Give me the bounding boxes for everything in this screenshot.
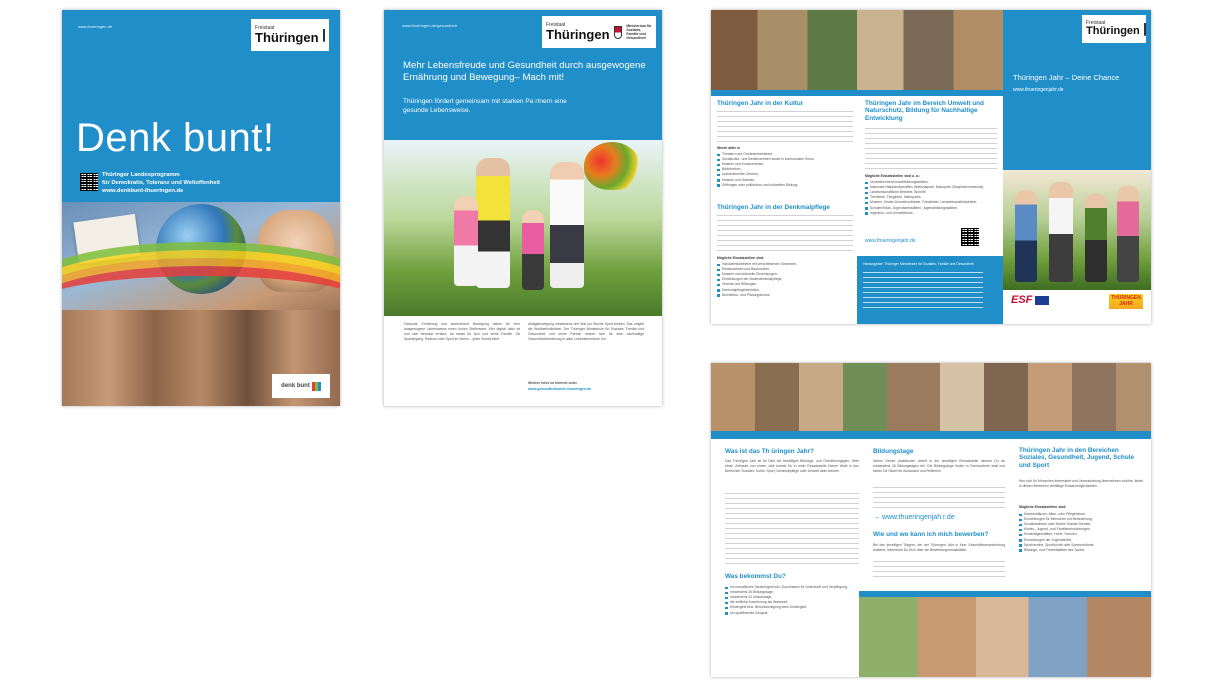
thueringen-logo: Freistaat Thüringen [251, 19, 329, 51]
runner-girl-1 [454, 196, 478, 286]
social-section-title: Thüringen Jahr in den Bereichen Soziales, Gesundheit, Jugend, Schule und Sport [1019, 447, 1135, 469]
poster-photo-collage [62, 202, 340, 406]
runner-mom [550, 162, 584, 288]
section-umwelt-title: Thüringen Jahr im Bereich Umwelt und Naturschutz, Bildung für Nachhaltige Entwicklung [865, 100, 984, 122]
thueringen-logo: Freistaat Thüringen Ministerium für Soziales, Familie und Gesundheit [542, 16, 656, 48]
runner-girl-2 [522, 210, 544, 290]
brochure-thueringen-jahr-inside [711, 363, 1151, 677]
poster-subtitle-2: für Demokratie, Toleranz und Weltoffenheit [102, 179, 220, 186]
benefits-list: ein monatliches Taschengeld inkl. Zuschüssen für Unterkunft und Verpflegung, mindestens 26 Bildungstage, mindestens 24 Urlaubstage, die zeitliche Anrechnung als Wartezeit, Kindergeld bzw. Berücksichtigung beim Kindergeld, ein qualifiziertes Zeugnis. [725, 585, 859, 616]
what-is-more-text [725, 493, 859, 567]
coat-of-arms-icon [1144, 23, 1146, 36]
esf-logo: ESF [1011, 294, 1049, 306]
section-denkmal-list: Handwerksbetriebe mit verschiedenen Gewerken, Restauratoren und Bauforscher, Museen und kulturelle Einrichtungen, Einrichtungen der Bodendenkmalpflege, Vereine und Stiftungen, Denkmalpflegebehörden, Architektur- und Planungsbüros. [717, 262, 853, 298]
social-section-label: Mögliche Einsatzstellen sind: [1019, 505, 1067, 509]
poster-subtitle-1: Thüringer Landesprogramm [102, 172, 180, 178]
brochure-thueringen-jahr-outside [711, 10, 1151, 324]
section-umwelt-list: Umweltzentren/Umweltbildungsstätten, Nationale Naturlandschaften (Nationalpark, Naturpark, Biosphärenreservat), Landwirtschaftliche Betriebe, Biohöfe, Tierheime, Tiergärten, Naturparks, Museen, Kinder-Umweltverbände, Forstämter, Landwirtschaftsbetriebe, Schulen/Kitas, Jugendwerkstätten, Jugendbildungsstätten, Ingenieur- und Umweltbüros. [865, 180, 997, 216]
eu-flag-icon [1035, 296, 1049, 305]
runner-dad [476, 158, 510, 288]
apply-more-text [873, 561, 1005, 579]
what-is-title: Was ist das Th üringen Jahr? [725, 448, 814, 455]
section-denkmal-text [717, 215, 853, 253]
qr-code-icon [80, 173, 98, 191]
brochure-cover-title: Thüringen Jahr – Deine Chance [1013, 73, 1120, 82]
denk-bunt-logo: denk bunt [272, 374, 330, 398]
thueringen-jahr-logo: THÜRINGEN JAHR [1109, 294, 1143, 309]
coat-of-arms-icon [323, 29, 325, 42]
benefits-title: Was bekommst Du? [725, 573, 786, 580]
section-umwelt-url[interactable]: www.thueringenjahr.de [865, 238, 916, 244]
flyer-headline: Mehr Lebensfreude und Gesundheit durch ausgewogene Ernährung und Bewegung– Mach mit! [403, 60, 646, 84]
flyer-more-label: Weitere Infos im Internet unter [528, 381, 577, 385]
poster-denk-bunt [62, 10, 340, 406]
brochure-blue-divider [711, 90, 1003, 96]
flyer-subline: Thüringen fördert gemeinsam mit starken Pa rtnern eine gesunde Lebensweise. [403, 98, 567, 114]
section-umwelt-text [865, 128, 997, 172]
inside-blue-divider [711, 431, 1151, 439]
social-section-text: Wer sich für Menschen interessiert und Verantwortung übernehmen möchte, findet in diesen Bereichen vielfältige Einsatzmöglichkeiten. [1019, 479, 1143, 488]
apply-title: Wie und wo kann ich mich bewerben? [873, 531, 989, 538]
flyer-body-col1: Gesunde Ernährung und ausreichend Bewegung haben für eine ausgewogene Lebensweise einen hohen Stellenwert. Wer täglich aktiv ist und sich bewusst ernährt, tut etwas für sich und seine Familie. Ob Spaziergang, Radtour oder Sport im Verein – jeder Schritt zählt. [404, 322, 520, 341]
flyer-url: www.thueringen.de/gesundheit [402, 23, 457, 28]
young-people-running-photo [1003, 170, 1151, 290]
section-kultur-text [717, 111, 853, 144]
imprint-text: Herausgeber: Thüringer Ministerium für Soziales, Familie und Gesundheit [863, 262, 974, 266]
coat-of-arms-icon [614, 26, 623, 39]
education-days-text: Neben Deiner praktischen Arbeit in der jeweiligen Einsatzstelle nimmst Du an mindestens 26 Bildungstagen teil. Die Bildungstage finden in Seminarform statt und bieten Dir Raum für Austausch und Reflexion. [873, 459, 1005, 473]
inside-photo-strip-bottom [859, 597, 1151, 677]
what-is-text: Das Thüringen Jahr ist für Dich ein freiwilliges Bildungs- und Orientierungsjahr. Über einen Zeitraum von einem Jahr kannst Du in einer Einsatzstelle Deiner Wahl in den Bereichen Soziales, Kultur, Sport, Denkmalpflege oder Umwelt aktiv werden. [725, 459, 859, 473]
website-link[interactable]: → www.thueringenjah r.de [873, 514, 955, 521]
section-kultur-list: Theatern und Orchesterbetrieben, Sozialkultur- und Medienzentren sowie in kommunalen Kinos, Museen und Kunstvereinen, Bibliotheken, soziokulturellen Zentren, Museen und Galerien, Stiftungen oder politischen und kulturellen Bildung. [717, 152, 853, 188]
qr-code-icon [961, 228, 979, 246]
fruit-heart-image [584, 142, 640, 190]
poster-subtitle-3: www.denkbunt-thueringen.de [102, 187, 184, 194]
education-days-more-text [873, 487, 1005, 511]
flyer-gesundheit [384, 10, 662, 406]
flyer-body-col2: Alltagsbewegung mindestens drei Mal pro Woche Sport treiben. Das umgibt die Wohlbefindlichkeit. Der Thüringer Ministerium für Soziales, Familie und Gesundheit und seine Partner setzen sich für eine nachhaltige Gesundheitsförderung in allen Lebensbereichen ein. [528, 322, 644, 341]
thueringen-logo: Freistaat Thüringen [1082, 15, 1146, 43]
section-umwelt-label: Mögliche Einsatzstellen sind u. a.: [865, 174, 921, 178]
ballot-hand-image [73, 214, 140, 264]
apply-text: Bei den jeweiligen Trägern, der der Thüringen Jahr in Ihrer Geschäftsverantwortung anbietet, informierst Du Dich über die Bewerbungsmodalitäten. [873, 543, 1005, 552]
section-kultur-title: Thüringen Jahr in der Kultur [717, 100, 804, 107]
ministry-name: Ministerium für Soziales, Familie und Gesundheit [626, 23, 652, 41]
family-jogging-photo [384, 140, 662, 316]
inside-photo-strip-top [711, 363, 1151, 431]
flyer-more-link[interactable]: www.gesundheitsziele-thueringen.de [528, 387, 592, 391]
section-denkmal-label: Mögliche Einsatzstellen sind: [717, 256, 765, 260]
poster-url: www.thueringen.de [78, 24, 113, 29]
section-denkmal-title: Thüringen Jahr in der Denkmalpflege [717, 204, 830, 211]
imprint-lines [863, 272, 983, 312]
brochure-cover-url[interactable]: www.thueringenjahr.de [1013, 87, 1064, 93]
section-kultur-label: Werde aktiv in [717, 146, 740, 150]
brochure-photo-strip [711, 10, 1003, 90]
poster-title: Denk bunt! [76, 116, 275, 160]
education-days-title: Bildungstage [873, 448, 914, 455]
social-section-list: Krankenhäuser, Alten- oder Pflegeheime, Einrichtungen für Menschen mit Behinderung, Sozialstationen oder Mobile Soziale Dienste, Kinder-, Jugend- und Familieneinrichtungen, Kindertagesstätten, Horte, Schulen, Einrichtungen der Jugendarbeit, Sportvereine, Sportbünde oder Sportverbände, Bildungs- und Freizeitstätten des Sports. [1019, 512, 1143, 553]
